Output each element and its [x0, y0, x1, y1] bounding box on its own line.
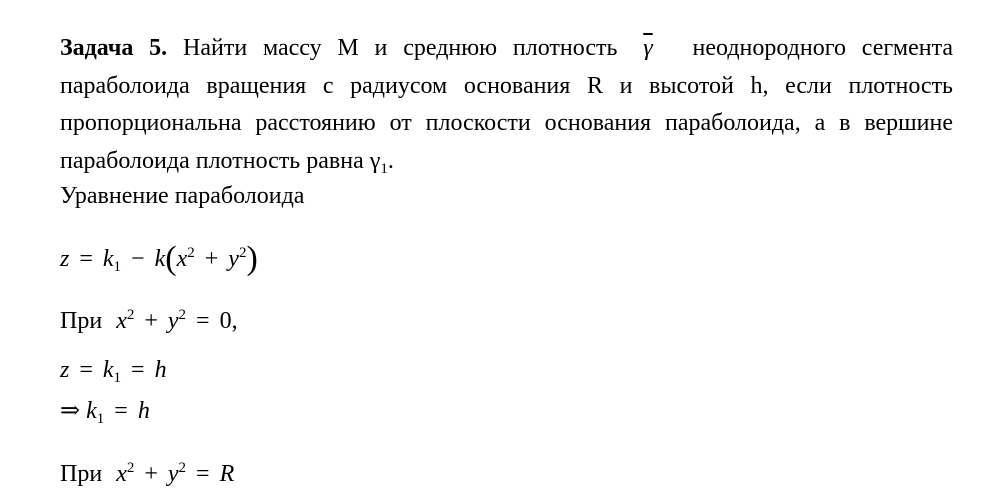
condition-base [60, 453, 234, 489]
comma: , [231, 308, 238, 334]
var-x: x [176, 246, 188, 272]
plus-sign: + [144, 308, 158, 334]
paraboloid-equation [60, 238, 258, 282]
minus-sign: − [131, 246, 145, 272]
word-pri: При [60, 461, 103, 487]
problem-text-part2: неоднородного сегмента параболоида вращения с радиусом основания R и высотой h, если плотность пропорциональна расстоянию от плоскости основания параболоида, а в вершине параболоида плотность равна γ [60, 35, 954, 174]
equals-sign: = [79, 357, 93, 383]
subscript-1: 1 [113, 370, 122, 386]
var-z: z [60, 357, 70, 383]
exponent-2: 2 [238, 245, 247, 261]
var-y: y [167, 308, 179, 334]
var-k: k [154, 246, 166, 272]
problem-number: Задача 5. [60, 35, 168, 61]
gamma-subscript: 1 [380, 160, 388, 177]
plus-sign: + [144, 461, 158, 487]
equals-sign: = [196, 308, 210, 334]
condition-origin [60, 300, 238, 336]
var-y: y [228, 246, 239, 272]
equals-sign: = [196, 461, 210, 487]
equals-sign: = [114, 398, 128, 424]
var-h: h [154, 357, 167, 383]
exponent-2: 2 [126, 307, 135, 323]
var-k: k [86, 398, 97, 424]
implication-k1 [60, 396, 150, 434]
var-k: k [102, 246, 114, 272]
implies-arrow-icon: ⇒ [60, 398, 81, 424]
exponent-2: 2 [178, 307, 187, 323]
exponent-2: 2 [126, 460, 135, 476]
var-k: k [102, 357, 114, 383]
right-paren: ) [246, 240, 258, 277]
plus-sign: + [204, 246, 219, 272]
problem-text-part1: Найти массу M и среднюю плотность [183, 35, 618, 61]
problem-statement [60, 30, 953, 188]
exponent-2: 2 [187, 245, 195, 261]
var-x: x [116, 461, 127, 487]
var-h: h [137, 398, 150, 424]
equals-sign: = [131, 357, 145, 383]
section-heading: Уравнение параболоида [60, 183, 305, 209]
var-y: y [167, 461, 179, 487]
word-pri: При [60, 308, 103, 334]
vertex-height-equation [60, 355, 167, 393]
exponent-2: 2 [178, 460, 187, 476]
var-z: z [60, 246, 70, 272]
value-zero: 0 [219, 308, 232, 334]
problem-period: . [387, 147, 394, 174]
subscript-1: 1 [113, 259, 122, 275]
var-x: x [116, 308, 127, 334]
var-R: R [219, 461, 235, 487]
gamma-bar-symbol: $\overline{\gamma}$ [643, 35, 653, 61]
subscript-1: 1 [96, 411, 105, 427]
equals-sign: = [79, 246, 93, 272]
left-paren: ( [165, 240, 177, 277]
